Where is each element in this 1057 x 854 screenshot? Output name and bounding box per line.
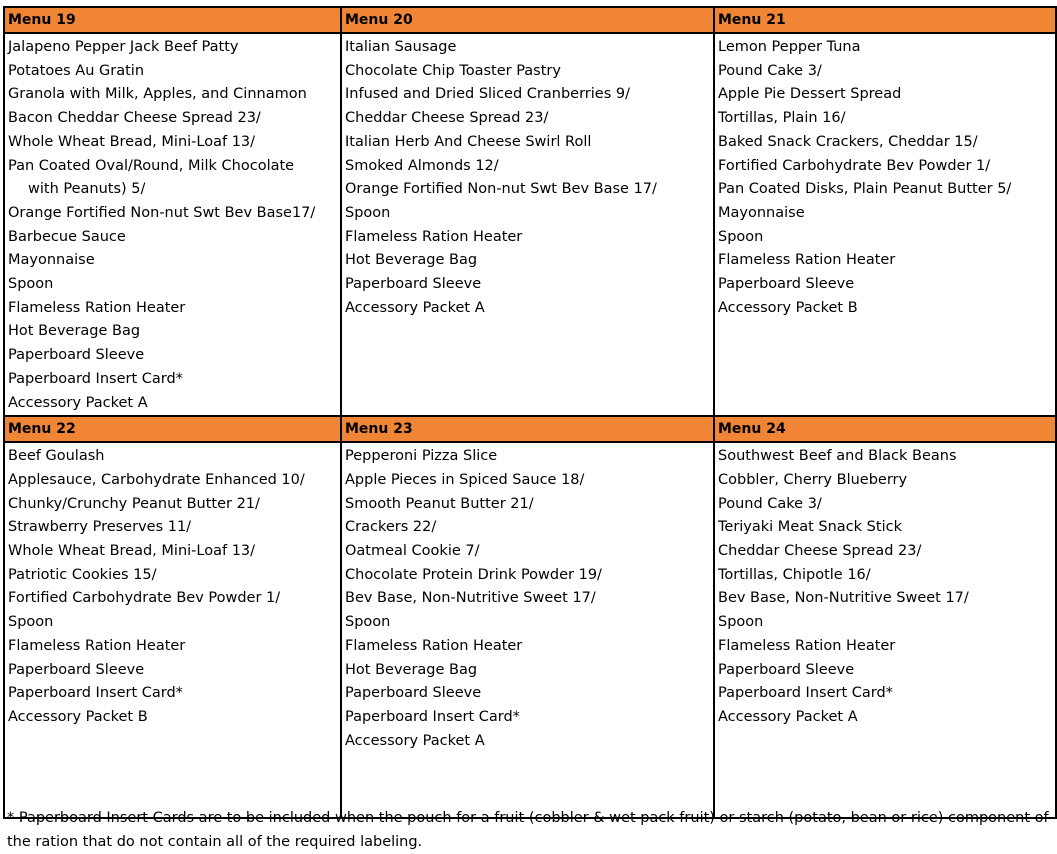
menu-item xyxy=(8,249,340,273)
menu-item-label: Whole Wheat Bread, Mini-Loaf 13/ xyxy=(8,543,256,560)
menu-item-label: Pound Cake 3/ xyxy=(718,495,822,512)
menu-item xyxy=(8,706,340,730)
menu-item-label: Bev Base, Non-Nutritive Sweet 17/ xyxy=(718,590,969,607)
menu-item-label: Spoon xyxy=(345,204,391,221)
menu-item-label: Chocolate Protein Drink Powder 19/ xyxy=(345,566,602,583)
menu-item-label: Tortillas, Plain 16/ xyxy=(718,110,846,127)
menu-item xyxy=(8,659,340,683)
menu-22-items xyxy=(5,443,340,729)
menu-item-label: Smoked Almonds 12/ xyxy=(345,157,499,174)
menu-item-label: Paperboard Sleeve xyxy=(718,276,855,293)
menu-item xyxy=(718,659,1055,683)
menu-item-label: Cheddar Cheese Spread 23/ xyxy=(345,110,549,127)
menu-21-items xyxy=(715,34,1055,320)
menu-item xyxy=(8,178,340,202)
menu-item xyxy=(345,226,713,250)
menu-item xyxy=(718,493,1055,517)
menu-item xyxy=(345,178,713,202)
menu-item xyxy=(345,587,713,611)
menu-item-label: Southwest Beef and Black Beans xyxy=(718,448,957,465)
menu-item-label: Accessory Packet A xyxy=(8,394,148,411)
menu-item xyxy=(718,202,1055,226)
menu-item-label: Paperboard Sleeve xyxy=(8,347,145,364)
menu-item xyxy=(8,682,340,706)
menu-19-header: Menu 19 xyxy=(4,7,341,33)
menu-item-label: Jalapeno Pepper Jack Beef Patty xyxy=(8,39,239,55)
menu-item xyxy=(8,83,340,107)
menu-item-label: Paperboard Insert Card* xyxy=(718,685,893,702)
menu-item xyxy=(8,344,340,368)
menu-item xyxy=(345,107,713,131)
menu-item-label: Accessory Packet B xyxy=(8,708,148,725)
menu-item-label: Spoon xyxy=(718,614,764,631)
menu-item xyxy=(718,516,1055,540)
footnote: * Paperboard Insert Cards are to be included when the pouch for a fruit (cobbler & wet pack fruit) or starch (potato, bean or rice) component of the ration that do not contain all of the required labeling. xyxy=(7,810,1049,850)
menu-item xyxy=(8,445,340,469)
menu-item xyxy=(345,297,713,321)
menu-item xyxy=(8,226,340,250)
menu-21-cell xyxy=(714,33,1056,416)
menu-item-label: Crackers 22/ xyxy=(345,519,437,536)
menu-item xyxy=(345,202,713,226)
menu-item-label: Apple Pieces in Spiced Sauce 18/ xyxy=(345,471,585,488)
menu-item-label: Teriyaki Meat Snack Stick xyxy=(718,519,902,536)
menu-item xyxy=(8,155,340,179)
menu-item xyxy=(8,611,340,635)
menu-item-label: Infused and Dried Sliced Cranberries 9/ xyxy=(345,86,630,103)
menu-item xyxy=(345,249,713,273)
menu-item xyxy=(718,564,1055,588)
menu-item-label: Paperboard Sleeve xyxy=(345,685,482,702)
menu-item xyxy=(8,540,340,564)
menu-item-label: Fortified Carbohydrate Bev Powder 1/ xyxy=(718,157,991,174)
menu-item xyxy=(718,249,1055,273)
header-row-bottom xyxy=(4,416,1056,442)
menu-item-label: Accessory Packet A xyxy=(345,299,485,316)
menu-item xyxy=(345,36,713,60)
menu-item-label: Accessory Packet A xyxy=(345,732,485,749)
menu-20-items xyxy=(342,34,713,320)
menu-item xyxy=(718,540,1055,564)
menu-item xyxy=(718,611,1055,635)
menu-item-label: Cobbler, Cherry Blueberry xyxy=(718,471,908,488)
menu-item-label: Mayonnaise xyxy=(718,204,805,221)
menu-item xyxy=(718,83,1055,107)
menu-item-label: Mayonnaise xyxy=(8,252,95,269)
menu-item-label: Flameless Ration Heater xyxy=(718,252,896,269)
menu-item-label: Hot Beverage Bag xyxy=(8,323,141,340)
menu-item-label: Bacon Cheddar Cheese Spread 23/ xyxy=(8,110,261,127)
menu-item-label: Paperboard Sleeve xyxy=(8,661,145,678)
menu-item-label: Smooth Peanut Butter 21/ xyxy=(345,495,534,512)
menu-item xyxy=(8,107,340,131)
menu-23-header: Menu 23 xyxy=(341,416,714,442)
menu-item-label: Paperboard Insert Card* xyxy=(8,685,183,702)
menu-item xyxy=(8,635,340,659)
menu-item xyxy=(345,469,713,493)
menu-20-cell xyxy=(341,33,714,416)
menu-item-label: Apple Pie Dessert Spread xyxy=(718,86,902,103)
menu-item-label: Tortillas, Chipotle 16/ xyxy=(718,566,871,583)
menu-item xyxy=(8,60,340,84)
menu-19-cell xyxy=(4,33,341,416)
menu-item-label: Chunky/Crunchy Peanut Butter 21/ xyxy=(8,495,260,512)
menu-item xyxy=(8,36,340,60)
menu-item xyxy=(345,540,713,564)
menu-item xyxy=(8,320,340,344)
menu-item xyxy=(718,706,1055,730)
menu-item-label: Potatoes Au Gratin xyxy=(8,62,145,79)
menu-item xyxy=(718,155,1055,179)
menu-23-cell xyxy=(341,442,714,818)
menu-item xyxy=(718,469,1055,493)
body-row-bottom xyxy=(4,442,1056,818)
menu-item-label: Lemon Pepper Tuna xyxy=(718,39,861,55)
menu-item-label: Italian Sausage xyxy=(345,39,457,55)
menu-item-label: Applesauce, Carbohydrate Enhanced 10/ xyxy=(8,471,305,488)
menu-item xyxy=(345,60,713,84)
menu-23-items xyxy=(342,443,713,753)
menu-item xyxy=(8,564,340,588)
menu-item xyxy=(345,493,713,517)
menu-item-label: Spoon xyxy=(8,614,54,631)
menu-item-label: Flameless Ration Heater xyxy=(8,637,186,654)
menu-item-label: Flameless Ration Heater xyxy=(345,637,523,654)
menu-item xyxy=(718,36,1055,60)
menu-item xyxy=(718,60,1055,84)
menu-item xyxy=(718,273,1055,297)
menu-22-header: Menu 22 xyxy=(4,416,341,442)
menu-item-label: Cheddar Cheese Spread 23/ xyxy=(718,543,922,560)
menu-20-header: Menu 20 xyxy=(341,7,714,33)
menu-item-label: Flameless Ration Heater xyxy=(8,299,186,316)
menu-item xyxy=(718,226,1055,250)
menu-item-label: Orange Fortified Non-nut Swt Bev Base17/ xyxy=(8,204,316,221)
menu-item xyxy=(8,273,340,297)
menu-item-label: Pound Cake 3/ xyxy=(718,62,822,79)
menu-item xyxy=(8,368,340,392)
menu-item xyxy=(8,297,340,321)
menu-item-label: Pan Coated Disks, Plain Peanut Butter 5/ xyxy=(718,181,1012,198)
menu-item xyxy=(718,107,1055,131)
body-row-top xyxy=(4,33,1056,416)
menu-22-cell xyxy=(4,442,341,818)
menu-item xyxy=(345,155,713,179)
menu-item xyxy=(718,445,1055,469)
menu-item xyxy=(345,611,713,635)
menu-item-label: Granola with Milk, Apples, and Cinnamon xyxy=(8,86,307,103)
menu-item-label: Pepperoni Pizza Slice xyxy=(345,448,498,465)
menu-item xyxy=(8,392,340,416)
menu-item-label: Spoon xyxy=(345,614,391,631)
menu-item-label: Baked Snack Crackers, Cheddar 15/ xyxy=(718,133,978,150)
menu-19-items xyxy=(5,34,340,415)
menu-item-label: Barbecue Sauce xyxy=(8,228,126,245)
menu-item-label: Pan Coated Oval/Round, Milk Chocolate xyxy=(8,157,295,174)
menu-item xyxy=(718,131,1055,155)
menu-item xyxy=(345,131,713,155)
menu-item xyxy=(345,445,713,469)
menu-item-label: Accessory Packet B xyxy=(718,299,858,316)
menu-24-header: Menu 24 xyxy=(714,416,1056,442)
menu-24-cell xyxy=(714,442,1056,818)
menu-item xyxy=(8,202,340,226)
menu-item-label: Whole Wheat Bread, Mini-Loaf 13/ xyxy=(8,133,256,150)
menu-item-label: Patriotic Cookies 15/ xyxy=(8,566,157,583)
menu-24-items xyxy=(715,443,1055,729)
menu-item-label: Beef Goulash xyxy=(8,448,105,465)
menu-item-label: Fortified Carbohydrate Bev Powder 1/ xyxy=(8,590,281,607)
menu-item-label: Spoon xyxy=(718,228,764,245)
menu-item-label: Paperboard Sleeve xyxy=(345,276,482,293)
menu-item xyxy=(345,83,713,107)
menu-item xyxy=(345,635,713,659)
menu-item-label: Hot Beverage Bag xyxy=(345,252,478,269)
menu-item-label: Bev Base, Non-Nutritive Sweet 17/ xyxy=(345,590,596,607)
menu-item xyxy=(345,682,713,706)
menu-item xyxy=(345,564,713,588)
menu-item-label: Flameless Ration Heater xyxy=(345,228,523,245)
menu-item xyxy=(718,635,1055,659)
menu-item xyxy=(8,469,340,493)
menu-table xyxy=(3,6,1057,819)
menu-item-label: Orange Fortified Non-nut Swt Bev Base 17/ xyxy=(345,181,657,198)
header-row-top xyxy=(4,7,1056,33)
menu-item-label: Hot Beverage Bag xyxy=(345,661,478,678)
menu-item xyxy=(8,131,340,155)
menu-item xyxy=(718,178,1055,202)
menu-item xyxy=(345,273,713,297)
menu-item-label: Flameless Ration Heater xyxy=(718,637,896,654)
menu-item-label: with Peanuts) 5/ xyxy=(28,181,146,198)
menu-item-label: Accessory Packet A xyxy=(718,708,858,725)
menu-item xyxy=(345,730,713,754)
menu-item-label: Spoon xyxy=(8,276,54,293)
menu-item xyxy=(8,587,340,611)
menu-21-header: Menu 21 xyxy=(714,7,1056,33)
menu-item-label: Paperboard Insert Card* xyxy=(345,708,520,725)
menu-item-label: Chocolate Chip Toaster Pastry xyxy=(345,62,561,79)
menu-item-label: Paperboard Sleeve xyxy=(718,661,855,678)
menu-item xyxy=(718,587,1055,611)
menu-item xyxy=(345,659,713,683)
menu-item xyxy=(718,682,1055,706)
menu-item xyxy=(718,297,1055,321)
menu-item xyxy=(8,516,340,540)
menu-item-label: Strawberry Preserves 11/ xyxy=(8,519,192,536)
menu-item xyxy=(345,706,713,730)
menu-item xyxy=(345,516,713,540)
menu-item-label: Italian Herb And Cheese Swirl Roll xyxy=(345,133,592,150)
menu-item xyxy=(8,493,340,517)
menu-item-label: Paperboard Insert Card* xyxy=(8,370,183,387)
menu-item-label: Oatmeal Cookie 7/ xyxy=(345,543,480,560)
